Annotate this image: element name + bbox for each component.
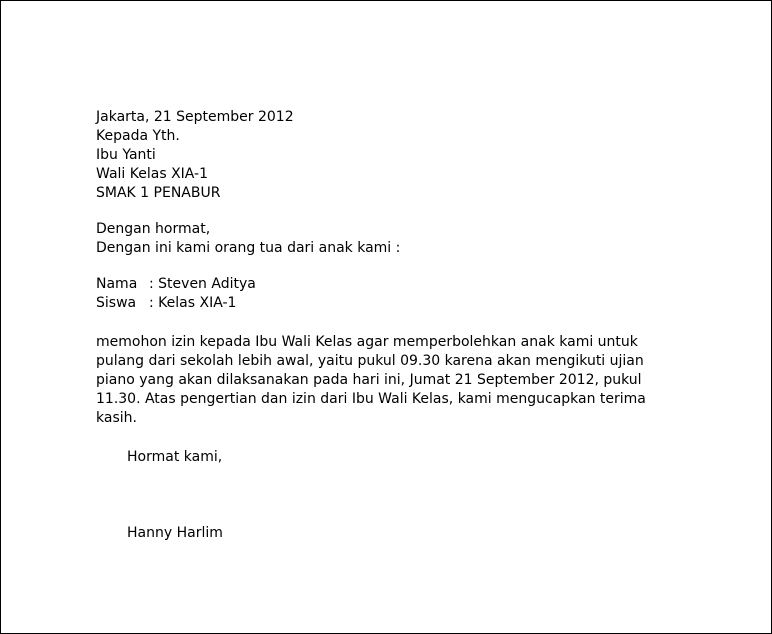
body-line: 11.30. Atas pengertian dan izin dari Ibu Wali Kelas, kami mengucapkan terima (96, 391, 646, 407)
body-line: kasih. (96, 410, 137, 426)
closing: Hormat kami, (127, 449, 223, 465)
recipient-name: Ibu Yanti (96, 147, 156, 163)
field-value: : Steven Aditya (149, 276, 256, 292)
field-label: Siswa (96, 295, 137, 311)
field-label: Nama (96, 276, 138, 292)
greeting: Dengan hormat, (96, 221, 211, 237)
field-row-nama (96, 275, 696, 294)
letter-body (96, 108, 696, 543)
body-line: piano yang akan dilaksanakan pada hari ini, Jumat 21 September 2012, pukul (96, 372, 642, 388)
place-date: Jakarta, 21 September 2012 (96, 109, 294, 125)
body-line: pulang dari sekolah lebih awal, yaitu pukul 09.30 karena akan mengikuti ujian (96, 353, 644, 369)
signature-space (96, 467, 696, 524)
field-value: : Kelas XIA-1 (149, 295, 237, 311)
signer-name: Hanny Harlim (127, 525, 223, 541)
body-paragraph (96, 333, 696, 428)
spacer (96, 203, 696, 220)
recipient-salutation: Kepada Yth. (96, 128, 180, 144)
field-row-siswa (96, 294, 696, 313)
intro-line: Dengan ini kami orang tua dari anak kami : (96, 240, 401, 256)
recipient-school: SMAK 1 PENABUR (96, 185, 221, 201)
spacer (96, 313, 696, 333)
spacer (96, 428, 696, 448)
spacer (96, 258, 696, 275)
recipient-title: Wali Kelas XIA-1 (96, 166, 209, 182)
body-line: memohon izin kepada Ibu Wali Kelas agar memperbolehkan anak kami untuk (96, 334, 638, 350)
